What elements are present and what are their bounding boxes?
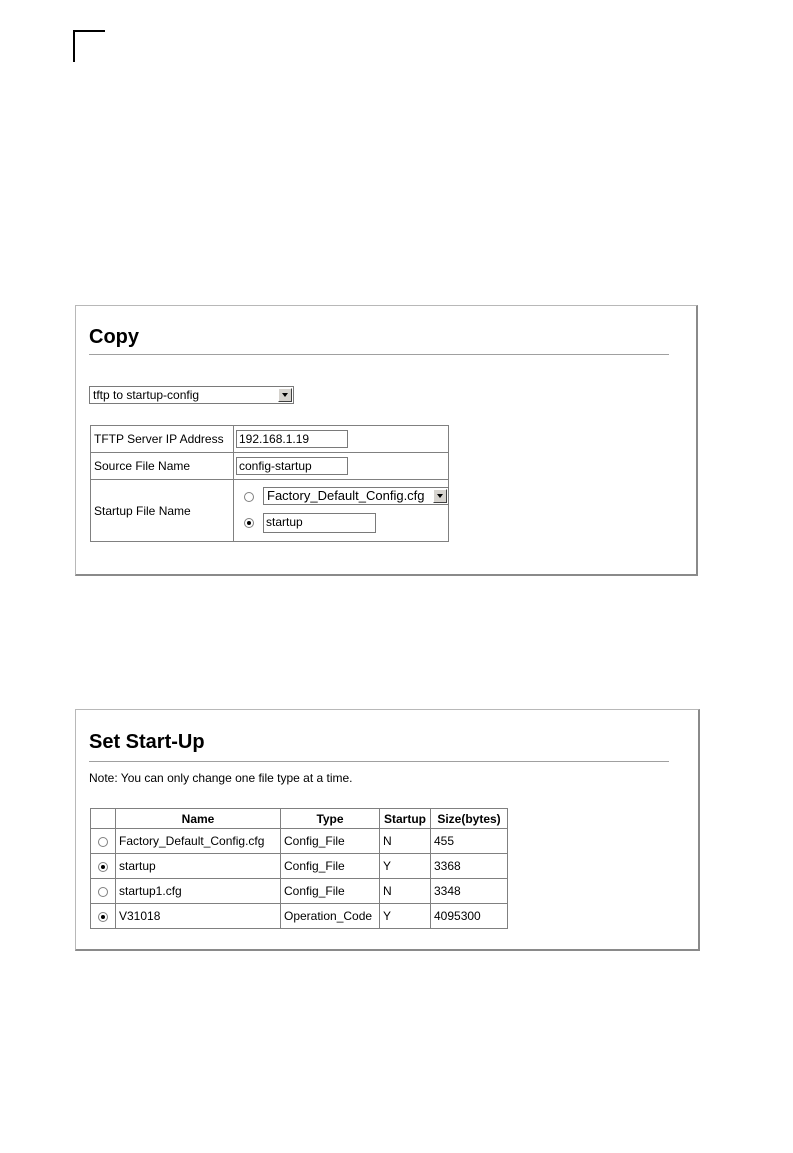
table-row	[91, 879, 508, 904]
row-select-radio[interactable]	[98, 912, 108, 922]
startup-file-text-radio[interactable]	[244, 518, 254, 528]
table-header-row	[91, 809, 508, 829]
startup-panel	[75, 709, 700, 951]
row-select-radio[interactable]	[98, 837, 108, 847]
startup-flag-cell: Y	[380, 904, 431, 929]
column-header-startup: Startup	[380, 809, 431, 829]
copy-panel-divider	[89, 354, 669, 355]
tftp-server-cell	[234, 426, 449, 453]
column-header-name: Name	[116, 809, 281, 829]
row-select-radio[interactable]	[98, 887, 108, 897]
row-radio-cell	[91, 879, 116, 904]
table-row	[91, 829, 508, 854]
table-row	[91, 453, 449, 480]
file-size-cell: 455	[431, 829, 508, 854]
copy-panel	[75, 305, 698, 576]
startup-file-select[interactable]	[263, 487, 449, 505]
source-file-label: Source File Name	[91, 453, 234, 480]
file-type-cell: Config_File	[281, 879, 380, 904]
table-row	[91, 854, 508, 879]
startup-flag-cell: N	[380, 879, 431, 904]
table-row	[91, 480, 449, 542]
page-corner-mark	[73, 30, 105, 62]
startup-file-name-input[interactable]: startup	[263, 513, 376, 533]
chevron-down-icon[interactable]	[278, 388, 292, 402]
startup-panel-divider	[89, 761, 669, 762]
tftp-server-label: TFTP Server IP Address	[91, 426, 234, 453]
file-name-cell: V31018	[116, 904, 281, 929]
startup-file-select-value: Factory_Default_Config.cfg	[267, 487, 425, 503]
file-name-cell: startup1.cfg	[116, 879, 281, 904]
file-type-cell: Config_File	[281, 829, 380, 854]
chevron-down-icon[interactable]	[433, 489, 447, 503]
startup-file-select-radio[interactable]	[244, 492, 254, 502]
file-name-cell: startup	[116, 854, 281, 879]
file-type-cell: Operation_Code	[281, 904, 380, 929]
copy-settings-table	[90, 425, 449, 542]
startup-flag-cell: Y	[380, 854, 431, 879]
row-select-radio[interactable]	[98, 862, 108, 872]
table-row	[91, 426, 449, 453]
startup-note: Note: You can only change one file type at a time.	[89, 771, 353, 785]
row-radio-cell	[91, 854, 116, 879]
table-row	[91, 904, 508, 929]
select-column-header	[91, 809, 116, 829]
copy-panel-title: Copy	[89, 326, 139, 348]
source-file-cell	[234, 453, 449, 480]
row-radio-cell	[91, 904, 116, 929]
source-file-name-input[interactable]: config-startup	[236, 457, 348, 475]
file-size-cell: 3368	[431, 854, 508, 879]
column-header-type: Type	[281, 809, 380, 829]
tftp-server-ip-input[interactable]: 192.168.1.19	[236, 430, 348, 448]
copy-operation-select[interactable]	[89, 386, 294, 404]
file-name-cell: Factory_Default_Config.cfg	[116, 829, 281, 854]
row-radio-cell	[91, 829, 116, 854]
copy-operation-select-value: tftp to startup-config	[93, 388, 200, 402]
startup-file-table	[90, 808, 508, 929]
startup-flag-cell: N	[380, 829, 431, 854]
file-type-cell: Config_File	[281, 854, 380, 879]
startup-file-cell	[234, 480, 449, 542]
startup-panel-title: Set Start-Up	[89, 731, 205, 753]
file-size-cell: 4095300	[431, 904, 508, 929]
file-size-cell: 3348	[431, 879, 508, 904]
column-header-size: Size(bytes)	[431, 809, 508, 829]
startup-file-label: Startup File Name	[91, 480, 234, 542]
